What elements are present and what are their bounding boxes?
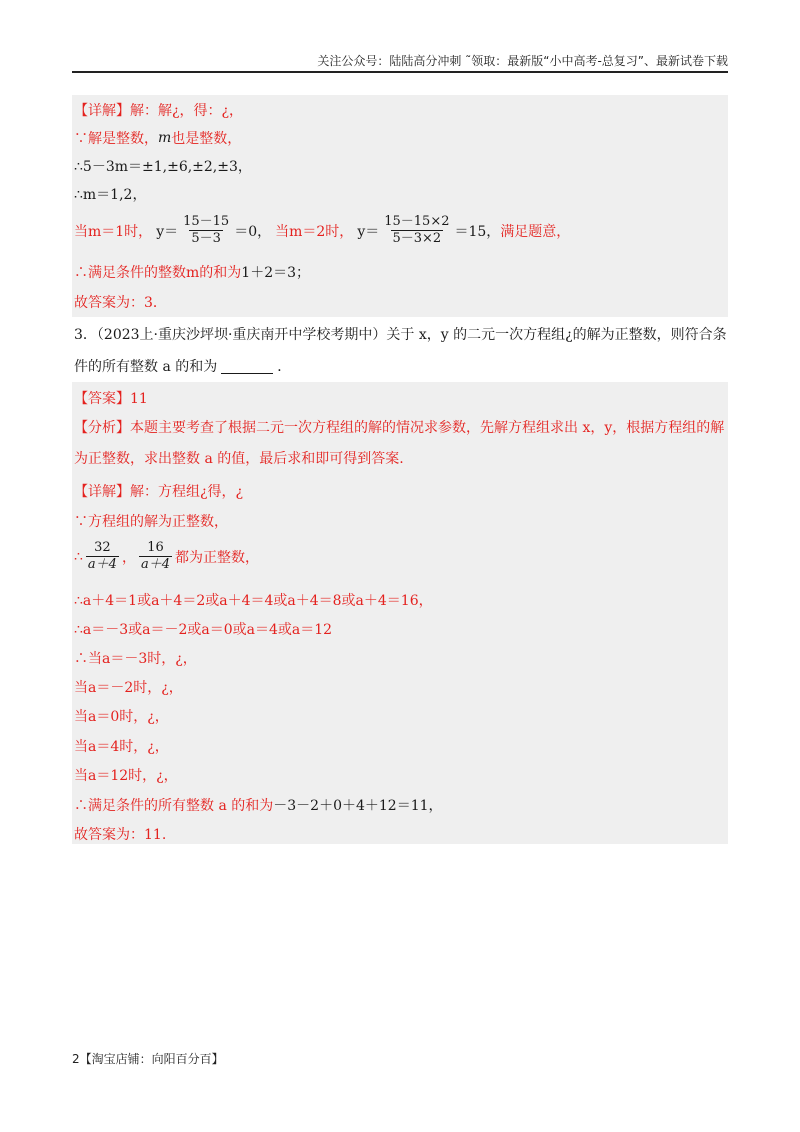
detail-text: 当a＝4时，¿，	[74, 739, 169, 755]
detail2-line-5	[74, 619, 332, 639]
equation: ∴a＋4＝1或a＋4＝2或a＋4＝4或a＋4＝8或a＋4＝16，	[74, 593, 433, 609]
detail2-line-7	[74, 677, 183, 697]
equation: ＝0，	[234, 223, 272, 240]
therefore-symbol: ∴	[74, 548, 83, 565]
detail2-line-10	[74, 765, 178, 785]
detail-text: 当a＝0时，¿，	[74, 709, 169, 725]
detail-line-3	[74, 156, 252, 176]
detail2-line-6	[74, 648, 197, 668]
separator: ，	[121, 549, 136, 566]
question-3-line-2	[74, 356, 291, 376]
detail-line-7	[74, 292, 167, 312]
fraction-16	[139, 540, 172, 573]
analysis-text: 【分析】本题主要考查了根据二元一次方程组的解的情况求参数，先解方程组求出 x，y，根据方程组的解	[74, 420, 725, 436]
answer-blank	[221, 359, 273, 374]
equation: 1＋2＝3；	[241, 265, 311, 281]
denominator: a＋4	[140, 557, 170, 572]
detail-line-2	[74, 128, 241, 148]
question-text: ．	[277, 359, 292, 375]
condition-text: 当m＝1时，	[74, 223, 153, 240]
analysis-line-2	[74, 448, 404, 468]
question-text: 件的所有整数 a 的和为	[74, 359, 218, 375]
detail-line-1	[74, 100, 243, 120]
detail2-line-12	[74, 824, 166, 844]
answer-line	[74, 388, 148, 408]
detail-tag: 【详解】	[74, 103, 130, 119]
denominator: a＋4	[87, 557, 117, 572]
analysis-text: 为正整数，求出整数 a 的值，最后求和即可得到答案.	[74, 451, 404, 467]
numerator: 15－15×2	[384, 214, 450, 229]
denominator: 5－3	[191, 231, 221, 246]
detail-text: ∴满足条件的整数m的和为	[74, 265, 242, 281]
fraction-1	[181, 214, 231, 247]
detail2-line-9	[74, 736, 169, 756]
numerator: 32	[94, 540, 111, 555]
equation: ∴m＝1,2，	[74, 187, 147, 203]
detail-text: 解：解¿，得：¿，	[130, 103, 244, 119]
equation: －3－2＋0＋4＋12＝11，	[273, 798, 443, 814]
detail2-line-8	[74, 706, 169, 726]
detail-text: 满足题意，	[500, 223, 571, 240]
equation: ∴5－3m＝±1,±6,±2,±3，	[74, 159, 252, 175]
detail-line-6	[74, 262, 310, 282]
detail2-line-3	[74, 540, 259, 573]
numerator: 15－15	[183, 214, 230, 229]
detail-text: ∵解是整数，	[74, 131, 158, 147]
detail-text: 都为正整数，	[174, 549, 259, 566]
fraction-2	[382, 214, 451, 247]
page-header: 关注公众号：陆陆高分冲刺 ˜领取：最新版“小中高考-总复习”、最新试卷下载	[317, 54, 728, 68]
detail2-line-2	[74, 511, 228, 531]
answer-tag: 【答案】11	[74, 391, 148, 407]
detail-text: 也是整数，	[171, 131, 242, 147]
equation: y＝	[156, 223, 179, 240]
question-text: 3．（2023上·重庆沙坪坝·重庆南开中学校考期中）关于 x，y 的二元一次方程组¿的解为正整数，则符合条	[74, 327, 727, 343]
condition-text: 当m＝2时，	[275, 223, 354, 240]
equation: ∴a＝－3或a＝－2或a＝0或a＝4或a＝12	[74, 622, 333, 638]
detail-text: ∵方程组的解为正整数，	[74, 514, 228, 530]
detail2-line-1	[74, 481, 243, 501]
detail-text: ∴满足条件的所有整数 a 的和为	[74, 798, 274, 814]
fraction-32	[86, 540, 119, 573]
answer-text: 故答案为：11.	[74, 827, 167, 843]
detail-text: 解：方程组¿得，¿	[130, 484, 244, 500]
detail-text: 当a＝12时，¿，	[74, 768, 178, 784]
question-3-line-1	[74, 324, 727, 344]
equation: y＝	[357, 223, 380, 240]
header-rule	[72, 71, 728, 73]
detail-tag: 【详解】	[74, 484, 130, 500]
detail-text: 当a＝－2时，¿，	[74, 680, 183, 696]
page-footer: 2【淘宝店铺：向阳百分百】	[72, 1052, 224, 1066]
equation: ＝15，	[454, 223, 501, 240]
answer-text: 故答案为：3．	[74, 295, 167, 311]
detail2-line-4	[74, 590, 433, 610]
variable-m: m	[158, 130, 172, 146]
detail-text: ∴当a＝－3时，¿，	[74, 651, 197, 667]
denominator: 5－3×2	[392, 231, 442, 246]
detail-line-4	[74, 184, 146, 204]
detail-line-5	[74, 214, 570, 247]
numerator: 16	[147, 540, 164, 555]
analysis-line-1	[74, 417, 724, 437]
detail2-line-11	[74, 795, 443, 815]
